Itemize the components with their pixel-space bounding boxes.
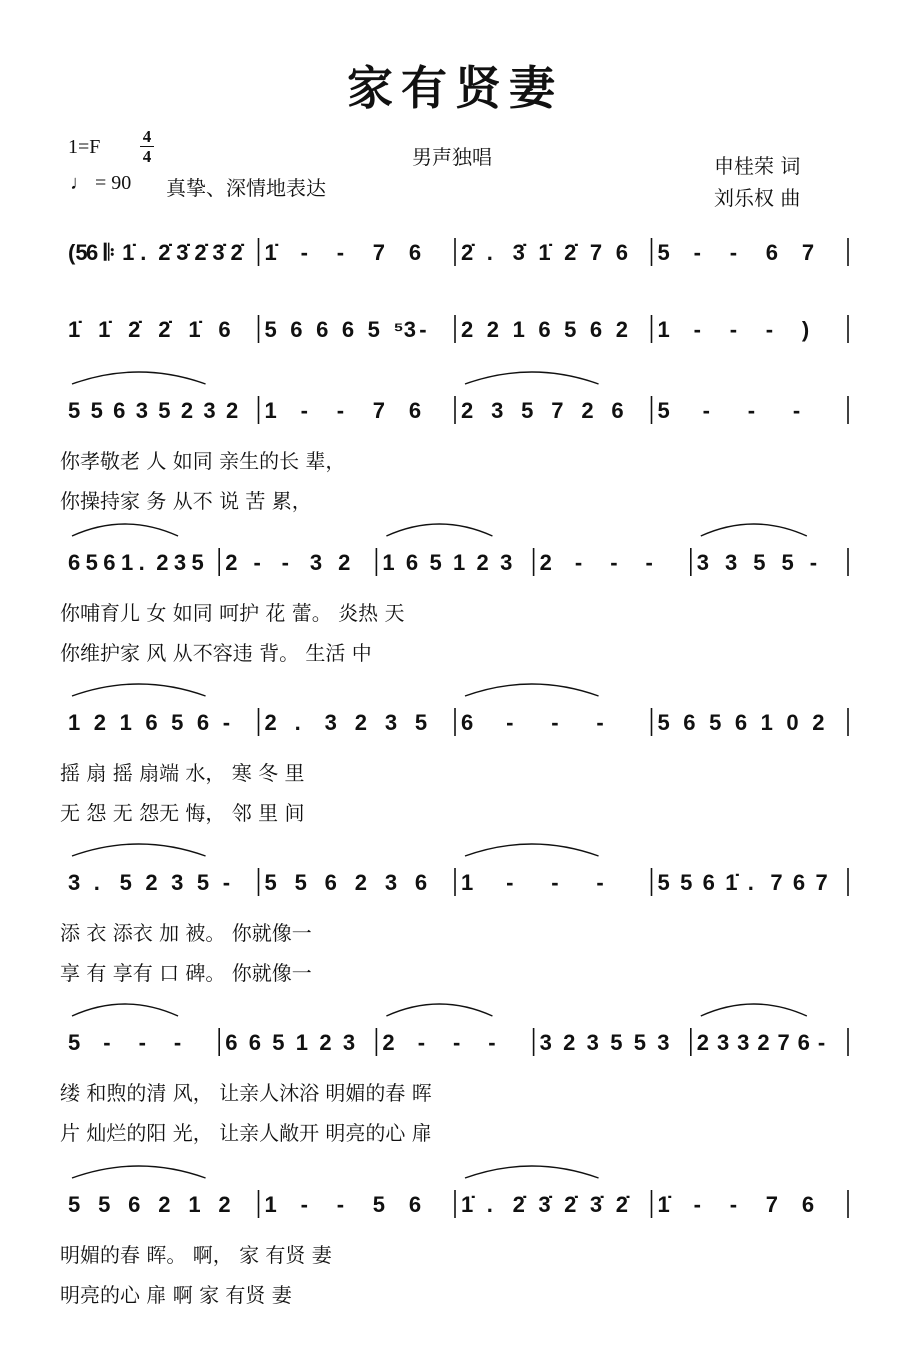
note-3-3-1: - xyxy=(574,550,583,575)
note-3-0-2: 6 xyxy=(103,550,116,575)
note-2-0-0: 5 xyxy=(68,398,81,423)
note-4-2-2: - xyxy=(551,710,559,735)
note-6-4-5: 6 xyxy=(797,1030,810,1055)
note-0-2-5: 7 xyxy=(589,240,603,265)
note-5-3-6: 6 xyxy=(792,870,806,895)
note-3-3-0: 2 xyxy=(539,550,552,575)
note-3-0-5: 2 xyxy=(156,550,169,575)
slur xyxy=(465,1166,599,1178)
slur xyxy=(72,1166,206,1178)
note-0-3-2: - xyxy=(729,240,738,265)
note-7-0-1: 5 xyxy=(98,1192,111,1217)
note-0-0-6: 3̇ xyxy=(176,240,189,265)
note-1-2-2: 1 xyxy=(512,317,525,342)
note-6-1-0: 6 xyxy=(225,1030,238,1055)
note-4-0-3: 6 xyxy=(145,710,158,735)
note-0-1-0: 1̇ xyxy=(264,240,277,265)
note-7-3-0: 1̇ xyxy=(657,1192,670,1217)
note-5-1-3: 2 xyxy=(354,870,367,895)
note-7-1-2: - xyxy=(336,1192,345,1217)
note-3-3-2: - xyxy=(610,550,618,575)
note-4-1-4: 3 xyxy=(384,710,398,735)
note-1-2-4: 5 xyxy=(564,317,577,342)
note-0-0-3: 1̇ xyxy=(122,240,135,265)
note-5-0-6: - xyxy=(222,870,231,895)
note-1-0-3: 2̇ xyxy=(158,317,171,342)
note-3-2-0: 1 xyxy=(382,550,395,575)
slur xyxy=(72,372,206,384)
note-2-1-0: 1 xyxy=(264,398,277,423)
note-2-2-5: 6 xyxy=(611,398,624,423)
note-4-0-4: 5 xyxy=(171,710,184,735)
note-3-4-1: 3 xyxy=(725,550,738,575)
note-7-1-1: - xyxy=(300,1192,308,1217)
note-0-2-1: . xyxy=(486,240,493,265)
note-4-1-3: 2 xyxy=(354,710,367,735)
lyric-line: 添 衣 添衣 加 被。 你就像一 xyxy=(60,921,312,945)
note-5-0-3: 2 xyxy=(145,870,158,895)
lyric-line: 你操持家 务 从不 说 苦 累， xyxy=(60,489,312,513)
note-5-0-0: 3 xyxy=(68,870,81,895)
note-3-4-3: 5 xyxy=(781,550,794,575)
note-0-0-4: . xyxy=(140,240,147,265)
note-3-4-0: 3 xyxy=(696,550,710,575)
note-5-3-1: 5 xyxy=(680,870,693,895)
composer-credit: 刘乐权 曲 xyxy=(714,186,801,210)
note-4-1-2: 3 xyxy=(324,710,337,735)
note-3-2-2: 5 xyxy=(429,550,442,575)
note-5-2-2: - xyxy=(551,870,559,895)
note-2-2-2: 5 xyxy=(521,398,534,423)
note-3-1-3: 3 xyxy=(309,550,323,575)
note-6-1-1: 6 xyxy=(248,1030,261,1055)
note-6-2-1: - xyxy=(417,1030,426,1055)
note-6-4-6: - xyxy=(817,1030,826,1055)
note-0-2-0: 2̇ xyxy=(461,240,474,265)
note-4-3-3: 6 xyxy=(734,710,748,735)
note-1-0-2: 2̇ xyxy=(128,317,141,342)
quarter-note-icon: ♩ xyxy=(70,172,90,194)
note-5-2-3: - xyxy=(596,870,604,895)
note-2-0-1: 5 xyxy=(90,398,103,423)
note-3-2-4: 2 xyxy=(476,550,489,575)
note-3-1-1: - xyxy=(253,550,261,575)
note-6-0-0: 5 xyxy=(68,1030,81,1055)
note-1-1-0: 5 xyxy=(264,317,277,342)
note-0-2-6: 6 xyxy=(615,240,628,265)
note-1-2-5: 6 xyxy=(589,317,603,342)
note-4-2-3: - xyxy=(596,710,604,735)
note-6-1-3: 1 xyxy=(295,1030,309,1055)
note-7-0-5: 2 xyxy=(218,1192,231,1217)
lyric-line: 享 有 享有 口 碑。 你就像一 xyxy=(60,961,312,985)
note-3-1-2: - xyxy=(281,550,290,575)
note-1-1-4: 5 xyxy=(367,317,380,342)
note-1-3-3: - xyxy=(765,317,774,342)
note-1-0-4: 1̇ xyxy=(188,317,201,342)
note-4-3-5: 0 xyxy=(786,710,799,735)
note-6-2-2: - xyxy=(453,1030,461,1055)
note-7-0-2: 6 xyxy=(128,1192,141,1217)
note-6-2-0: 2 xyxy=(382,1030,395,1055)
note-2-3-3: - xyxy=(792,398,801,423)
note-1-0-5: 6 xyxy=(218,317,231,342)
note-5-3-0: 5 xyxy=(657,870,670,895)
note-3-2-3: 1 xyxy=(453,550,466,575)
note-6-3-3: 5 xyxy=(610,1030,623,1055)
expression-marking: 真挚、深情地表达 xyxy=(166,176,326,200)
note-3-0-3: 1 xyxy=(120,550,134,575)
note-4-3-4: 1 xyxy=(760,710,773,735)
lyric-line: 摇 扇 摇 扇端 水， 寒 冬 里 xyxy=(60,761,305,785)
note-4-0-5: 6 xyxy=(196,710,210,735)
note-2-0-2: 6 xyxy=(113,398,126,423)
note-7-1-3: 5 xyxy=(372,1192,386,1217)
note-7-2-1: . xyxy=(486,1192,493,1217)
note-7-2-2: 2̇ xyxy=(512,1192,525,1217)
note-1-1-6: - xyxy=(419,317,427,342)
note-4-3-1: 6 xyxy=(683,710,696,735)
note-2-3-0: 5 xyxy=(657,398,670,423)
note-7-2-4: 2̇ xyxy=(564,1192,577,1217)
note-3-0-6: 3 xyxy=(173,550,187,575)
note-7-0-4: 1 xyxy=(188,1192,201,1217)
note-4-1-0: 2 xyxy=(264,710,277,735)
note-1-2-0: 2 xyxy=(461,317,474,342)
note-5-2-0: 1 xyxy=(461,870,474,895)
slur xyxy=(701,524,807,536)
note-6-0-2: - xyxy=(138,1030,146,1055)
note-2-3-2: - xyxy=(747,398,756,423)
note-0-0-2: 𝄆 xyxy=(104,240,115,265)
note-2-0-5: 2 xyxy=(180,398,194,423)
note-2-1-2: - xyxy=(336,398,345,423)
note-0-2-4: 2̇ xyxy=(564,240,577,265)
note-7-2-5: 3̇ xyxy=(589,1192,603,1217)
note-2-2-1: 3 xyxy=(491,398,504,423)
note-1-1-1: 6 xyxy=(290,317,303,342)
note-6-0-3: - xyxy=(173,1030,182,1055)
note-5-3-2: 6 xyxy=(702,870,715,895)
note-0-2-2: 3̇ xyxy=(512,240,525,265)
note-0-1-1: - xyxy=(300,240,308,265)
slur xyxy=(386,1004,492,1016)
note-3-0-1: 5 xyxy=(85,550,98,575)
note-7-1-0: 1 xyxy=(264,1192,277,1217)
key-signature: 1=F xyxy=(68,136,101,158)
note-2-1-1: - xyxy=(300,398,308,423)
note-5-1-5: 6 xyxy=(414,870,428,895)
note-1-0-0: 1̇ xyxy=(68,317,81,342)
note-3-2-5: 3 xyxy=(500,550,513,575)
note-4-1-5: 5 xyxy=(414,710,428,735)
note-4-0-2: 1 xyxy=(119,710,132,735)
note-5-3-4: . xyxy=(747,870,754,895)
note-3-1-4: 2 xyxy=(338,550,351,575)
slur xyxy=(72,844,206,856)
lyric-line: 明媚的春 晖。 啊， 家 有贤 妻 xyxy=(60,1243,332,1267)
note-3-4-2: 5 xyxy=(753,550,766,575)
note-1-3-1: - xyxy=(693,317,701,342)
note-2-0-6: 3 xyxy=(203,398,216,423)
note-0-0-1: 6 xyxy=(86,240,99,265)
note-0-3-1: - xyxy=(693,240,701,265)
note-4-3-0: 5 xyxy=(657,710,670,735)
note-6-3-4: 5 xyxy=(633,1030,646,1055)
note-1-2-1: 2 xyxy=(486,317,500,342)
note-1-1-3: 6 xyxy=(341,317,355,342)
lyric-line: 你哺育儿 女 如同 呵护 花 蕾。 炎热 天 xyxy=(60,601,405,625)
lyric-line: 缕 和煦的清 风， 让亲人沐浴 明媚的春 晖 xyxy=(60,1081,432,1105)
note-3-0-4: . xyxy=(138,550,145,575)
note-7-3-2: - xyxy=(729,1192,738,1217)
note-7-3-1: - xyxy=(693,1192,701,1217)
note-7-0-0: 5 xyxy=(68,1192,81,1217)
note-6-4-1: 3 xyxy=(716,1030,730,1055)
note-5-0-4: 3 xyxy=(171,870,184,895)
song-title: 家有贤妻 xyxy=(347,61,563,115)
slur xyxy=(701,1004,807,1016)
slur xyxy=(72,1004,178,1016)
note-5-3-7: 7 xyxy=(815,870,828,895)
note-1-1-2: 6 xyxy=(316,317,329,342)
note-0-0-5: 2̇ xyxy=(158,240,171,265)
note-7-1-4: 6 xyxy=(408,1192,422,1217)
note-5-1-4: 3 xyxy=(384,870,398,895)
note-0-2-3: 1̇ xyxy=(538,240,551,265)
note-1-3-0: 1 xyxy=(657,317,670,342)
note-2-1-4: 6 xyxy=(408,398,422,423)
note-5-1-2: 6 xyxy=(324,870,337,895)
note-5-1-1: 5 xyxy=(294,870,307,895)
note-5-3-5: 7 xyxy=(770,870,783,895)
note-6-1-5: 3 xyxy=(342,1030,356,1055)
note-4-3-6: 2 xyxy=(812,710,825,735)
lyric-line: 明亮的心 扉 啊 家 有贤 妻 xyxy=(60,1283,292,1307)
note-0-1-2: - xyxy=(336,240,345,265)
note-2-2-3: 7 xyxy=(551,398,564,423)
note-3-0-7: 5 xyxy=(191,550,204,575)
note-5-0-5: 5 xyxy=(196,870,210,895)
note-7-3-3: 7 xyxy=(765,1192,779,1217)
note-7-3-4: 6 xyxy=(801,1192,815,1217)
note-3-3-3: - xyxy=(645,550,653,575)
note-2-0-7: 2 xyxy=(225,398,239,423)
note-4-1-1: . xyxy=(294,710,301,735)
note-1-0-1: 1̇ xyxy=(98,317,111,342)
performance-type: 男声独唱 xyxy=(412,145,492,169)
slur xyxy=(72,524,178,536)
note-1-2-6: 2 xyxy=(615,317,628,342)
note-2-0-3: 3 xyxy=(135,398,148,423)
note-6-0-1: - xyxy=(103,1030,111,1055)
note-1-2-3: 6 xyxy=(538,317,551,342)
note-0-3-4: 7 xyxy=(801,240,815,265)
note-4-2-1: - xyxy=(506,710,514,735)
note-6-4-3: 2 xyxy=(757,1030,770,1055)
lyric-line: 片 灿烂的阳 光， 让亲人敞开 明亮的心 扉 xyxy=(60,1121,432,1145)
note-6-4-4: 7 xyxy=(777,1030,790,1055)
slur xyxy=(465,372,599,384)
note-3-0-0: 6 xyxy=(68,550,81,575)
note-7-2-0: 1̇ xyxy=(461,1192,474,1217)
note-2-2-0: 2 xyxy=(461,398,474,423)
note-4-3-2: 5 xyxy=(709,710,722,735)
note-1-3-4: ) xyxy=(801,317,810,342)
note-6-3-1: 2 xyxy=(563,1030,576,1055)
note-2-1-3: 7 xyxy=(372,398,386,423)
note-6-2-3: - xyxy=(488,1030,496,1055)
note-0-0-0: (5 xyxy=(68,240,88,265)
note-5-3-3: 1̇ xyxy=(725,870,738,895)
lyric-line: 你维护家 风 从不容违 背。 生活 中 xyxy=(60,641,372,665)
note-5-1-0: 5 xyxy=(264,870,277,895)
note-5-2-1: - xyxy=(506,870,514,895)
time-signature-bottom: 4 xyxy=(142,147,152,166)
note-6-1-4: 2 xyxy=(319,1030,332,1055)
slur xyxy=(465,844,599,856)
note-1-1-5: ⁵3 xyxy=(393,317,417,342)
slur xyxy=(72,684,206,696)
note-4-0-6: - xyxy=(222,710,231,735)
note-6-3-2: 3 xyxy=(586,1030,599,1055)
note-3-1-0: 2 xyxy=(225,550,238,575)
note-6-3-0: 3 xyxy=(539,1030,552,1055)
note-6-4-0: 2 xyxy=(696,1030,710,1055)
note-0-0-9: 2̇ xyxy=(230,240,243,265)
note-7-0-3: 2 xyxy=(158,1192,171,1217)
lyric-line: 无 怨 无 怨无 悔， 邻 里 间 xyxy=(60,801,305,825)
tempo-value: = 90 xyxy=(95,172,132,194)
note-6-1-2: 5 xyxy=(272,1030,285,1055)
note-4-0-1: 2 xyxy=(93,710,107,735)
note-0-3-3: 6 xyxy=(765,240,779,265)
note-0-3-0: 5 xyxy=(657,240,670,265)
note-2-3-1: - xyxy=(702,398,710,423)
note-5-0-1: . xyxy=(93,870,100,895)
note-3-4-4: - xyxy=(809,550,818,575)
slur xyxy=(386,524,492,536)
time-signature-top: 4 xyxy=(142,127,152,146)
note-0-1-3: 7 xyxy=(372,240,386,265)
note-6-3-5: 3 xyxy=(657,1030,670,1055)
note-4-2-0: 6 xyxy=(461,710,474,735)
note-3-2-1: 6 xyxy=(405,550,419,575)
note-7-2-6: 2̇ xyxy=(615,1192,628,1217)
slur xyxy=(465,684,599,696)
note-6-4-2: 3 xyxy=(737,1030,750,1055)
note-1-3-2: - xyxy=(729,317,738,342)
lyric-line: 你孝敬老 人 如同 亲生的长 辈， xyxy=(60,449,346,473)
note-5-0-2: 5 xyxy=(119,870,132,895)
note-0-1-4: 6 xyxy=(408,240,422,265)
note-0-0-7: 2̇ xyxy=(194,240,207,265)
note-2-2-4: 2 xyxy=(581,398,594,423)
lyricist-credit: 申桂荣 词 xyxy=(714,154,801,178)
note-4-0-0: 1 xyxy=(68,710,81,735)
note-2-0-4: 5 xyxy=(158,398,171,423)
note-0-0-8: 3̇ xyxy=(212,240,225,265)
note-7-2-3: 3̇ xyxy=(538,1192,551,1217)
